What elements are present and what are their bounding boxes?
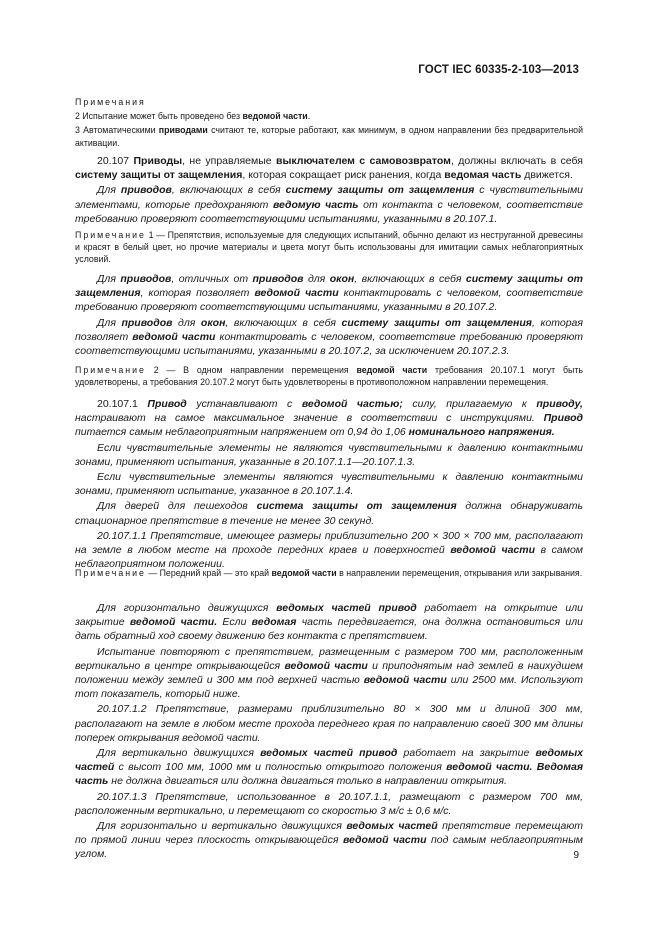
contact-paragraphs	[75, 272, 583, 358]
paragraph-horizontal-parts: Для горизонтально движущихся ведомых частей привод работает на открытие или закрытие ведомой части. Если ведомая часть передвигается, она должна остановиться или дать обратный ход своему движению без контакта с препятствием.	[75, 602, 583, 643]
paragraph-20-107-1-1: 20.107.1.1 Препятствие, имеющее размеры приблизительно 200 × 300 × 700 мм, располагают на земле в любом месте на проходе передних краев и поверхностей ведомой части в самом неблагоприятном положении.	[75, 529, 583, 571]
paragraph-20-107: 20.107 Приводы, не управляемые выключателем с самовозвратом, должны включать в себя систему защиты от защемления, которая сокращает риск ранения, когда ведомая часть движется.	[75, 155, 583, 182]
paragraph-vertical-parts: Для вертикально движущихся ведомых частей привод работает на закрытие ведомых частей с высот 100 мм, 1000 мм и полностью открытого положения ведомой части. Ведомая часть не должна двигаться или должна двигаться только в направлении открытия.	[75, 747, 584, 788]
section-20-107-1	[75, 397, 583, 571]
paragraph-window-drives: Для приводов для окон, включающих в себя систему защиты от защемления, которая позволяет ведомой части контактировать с человеком, соответствие требованию проверяют соответствующими испытаниями, указанными в 20.107.2, за исключением 20.107.2.3.	[75, 316, 584, 358]
paragraph-non-pressure-sensitive: Если чувствительные элементы не являются чувствительными к давлению контактными зонами, применяют испытания, указанные в 20.107.1.1—20.107.1.3.	[75, 441, 583, 468]
note-1: Примечание 1 — Препятствия, используемые для следующих испытаний, обычно делают из неструганной древесины и красят в белый цвет, но прочие материалы и цвета могут быть использованы для имитации самых неблагоприятных условий.	[75, 230, 583, 265]
note-1-block	[75, 229, 583, 266]
paragraph-sensitive-elements: Для приводов, включающих в себя систему защиты от защемления с чувствительными элементами, которые предохраняют ведомую часть от контакта с человеком, соответствие требованию проверяют соответствующими испытаниями, указанными в 20.107.1.	[75, 184, 583, 225]
note-direction: Примечание 2 — В одном направлении перемещения ведомой части требования 20.107.1 могут быть удовлетворены, а требования 20.107.2 могут быть удовлетворены в противоположном направлении перемещения.	[75, 365, 583, 388]
paragraph-20-107-1-3: 20.107.1.3 Препятствие, использованное в 20.107.1.1, размещают с размером 700 мм, расположенным вертикально, и перемещают со скоростью 3 м/с ± 0,6 м/с.	[75, 790, 583, 817]
paragraph-20-107-1: 20.107.1 Привод устанавливают с ведомой частью; силу, прилагаемую к приводу, настраивают на самое максимальное значение в соответствии с инструкциями. Привод питается самым неблагоприятным напряжением от 0,94 до 1,06 номинального напряжения.	[75, 398, 583, 439]
paragraph-moving-obstacle: Для горизонтально и вертикально движущихся ведомых частей препятствие перемещают по прямой линии через плоскость открывающейся ведомой части под самым неблагоприятным углом.	[75, 820, 583, 861]
note-3: 3 Автоматическими приводами считают те, которые работают, как минимум, в одном направлении без предварительной активации.	[75, 125, 583, 148]
note-leading-edge: Примечание — Передний край — это край ведомой части в направлении перемещения, открывания или закрывания.	[75, 568, 583, 578]
note-2-block	[75, 364, 583, 388]
paragraph-repeat-test: Испытание повторяют с препятствием, размещенным с размером 700 мм, расположенным вертикально в центре открывающейся ведомой части и приподнятым над землей в наихудшем положении между землей и 300 мм под верхней частью ведомой части или 2500 мм. Используют тот показатель, который ниже.	[75, 645, 583, 701]
paragraph-pedestrian-doors: Для дверей для пешеходов система защиты от защемления должна обнаруживать стационарное препятствие в течение не менее 30 секунд.	[75, 500, 583, 527]
standard-header: ГОСТ IEC 60335-2-103—2013	[418, 64, 579, 76]
paragraph-non-window-drives: Для приводов, отличных от приводов для окон, включающих в себя систему защиты от защемления, которая позволяет ведомой части контактировать с человеком, соответствие требованию проверяют соответствующими испытаниями, указанными в 20.107.2.	[75, 273, 584, 314]
paragraph-20-107-1-2: 20.107.1.2 Препятствие, размерами приблизительно 80 × 300 мм и длиной 300 мм, располагают на земле в любом месте прохода переднего края по направлению своей 300 мм длины поперек открывания ведомой части.	[75, 703, 583, 744]
paragraph-pressure-sensitive: Если чувствительные элементы являются чувствительными к давлению контактными зонами, применяют испытание, указанное в 20.107.1.4.	[75, 471, 583, 498]
notes-title: Примечания	[75, 97, 146, 107]
note-2: 2 Испытание может быть проведено без ведомой части.	[75, 111, 311, 122]
section-20-107	[75, 154, 583, 226]
note-3-block	[75, 567, 583, 579]
page-number: 9	[573, 850, 579, 861]
test-paragraphs	[75, 601, 583, 862]
notes-block-a	[75, 96, 583, 149]
